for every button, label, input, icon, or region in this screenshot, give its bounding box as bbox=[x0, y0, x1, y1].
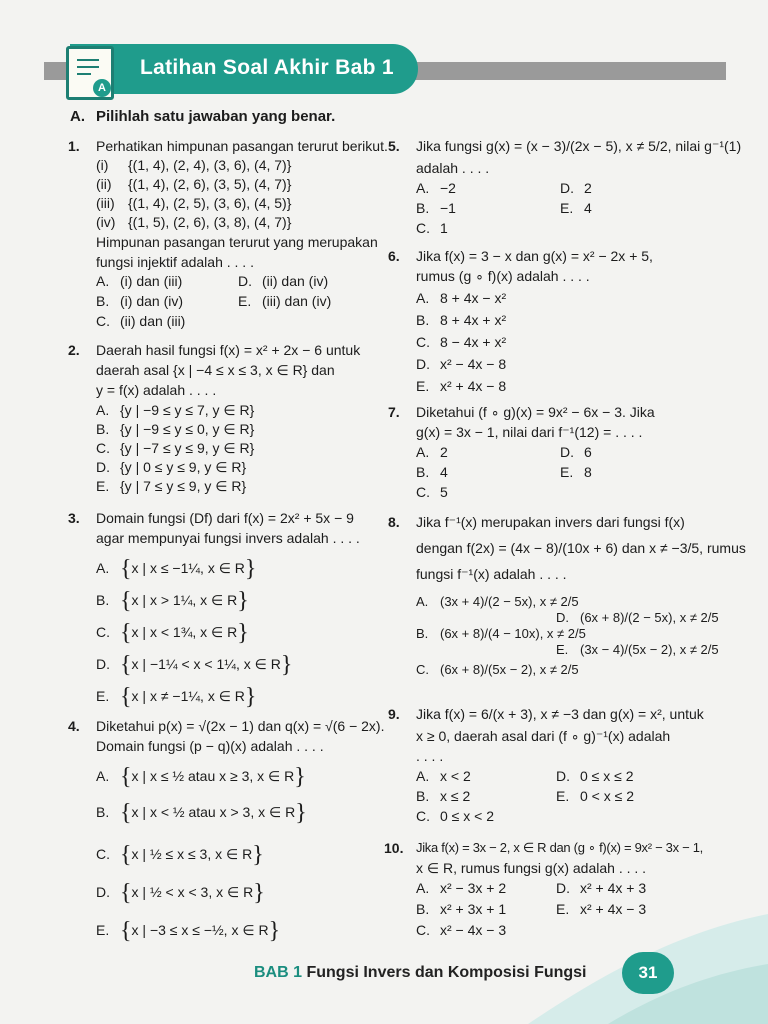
answer-option[interactable]: A. {x | x ≤ −1¼, x ∈ R} bbox=[96, 556, 257, 582]
set-item: (iv) {(1, 5), (2, 6), (3, 8), (4, 7)} bbox=[96, 214, 292, 230]
question-text: Jika f⁻¹(x) merupakan invers dari fungsi f(x) bbox=[416, 514, 685, 530]
question-text: fungsi injektif adalah . . . . bbox=[96, 254, 254, 270]
question-text: g(x) = 3x − 1, nilai dari f⁻¹(12) = . . . . bbox=[416, 424, 643, 440]
answer-option[interactable]: E. {y | 7 ≤ y ≤ 9, y ∈ R} bbox=[96, 478, 247, 494]
question-text: x ∈ R, rumus fungsi g(x) adalah . . . . bbox=[416, 860, 647, 876]
answer-option[interactable]: C. 1 bbox=[416, 220, 448, 236]
question-number: 8. bbox=[388, 514, 400, 530]
answer-option[interactable]: C. 5 bbox=[416, 484, 448, 500]
question-number: 1. bbox=[68, 138, 80, 154]
answer-option[interactable]: E. 4 bbox=[560, 200, 592, 216]
set-item: (ii) {(1, 4), (2, 6), (3, 5), (4, 7)} bbox=[96, 176, 292, 192]
answer-option[interactable]: A. (3x + 4)/(2 − 5x), x ≠ 2/5 bbox=[416, 594, 579, 609]
answer-option[interactable]: D. 2 bbox=[560, 180, 592, 196]
answer-option[interactable]: B. (i) dan (iv) bbox=[96, 293, 184, 309]
question-stem: Perhatikan himpunan pasangan terurut berikut. bbox=[96, 138, 388, 154]
answer-option[interactable]: D. (ii) dan (iv) bbox=[238, 273, 329, 289]
answer-option[interactable]: C. (ii) dan (iii) bbox=[96, 313, 186, 329]
question-number: 3. bbox=[68, 510, 80, 526]
answer-option[interactable]: B. 8 + 4x + x² bbox=[416, 312, 507, 328]
set-item: (iii) {(1, 4), (2, 5), (3, 6), (4, 5)} bbox=[96, 195, 292, 211]
answer-option[interactable]: C. 8 − 4x + x² bbox=[416, 334, 507, 350]
question-text: dengan f(2x) = (4x − 8)/(10x + 6) dan x ≠ −3/5, rumus bbox=[416, 540, 746, 556]
corner-decoration bbox=[468, 874, 768, 1024]
answer-option[interactable]: A. x² − 3x + 2 bbox=[416, 880, 507, 896]
question-text: . . . . bbox=[416, 748, 444, 764]
question-number: 5. bbox=[388, 138, 400, 154]
section-label: A. bbox=[70, 108, 85, 125]
answer-option[interactable]: D. x² + 4x + 3 bbox=[556, 880, 647, 896]
answer-option[interactable]: B. x ≤ 2 bbox=[416, 788, 471, 804]
answer-option[interactable]: E. {x | x ≠ −1¼, x ∈ R} bbox=[96, 684, 257, 710]
answer-option[interactable]: C. {y | −7 ≤ y ≤ 9, y ∈ R} bbox=[96, 440, 255, 456]
answer-option[interactable]: C. 0 ≤ x < 2 bbox=[416, 808, 494, 824]
answer-option[interactable]: D. x² − 4x − 8 bbox=[416, 356, 507, 372]
question-text: Diketahui (f ∘ g)(x) = 9x² − 6x − 3. Jika bbox=[416, 404, 655, 420]
answer-option[interactable]: E. 8 bbox=[560, 464, 592, 480]
answer-option[interactable]: B. (6x + 8)/(4 − 10x), x ≠ 2/5 bbox=[416, 626, 586, 641]
answer-option[interactable]: E. x² + 4x − 8 bbox=[416, 378, 507, 394]
answer-option[interactable]: E. (3x − 4)/(5x − 2), x ≠ 2/5 bbox=[556, 642, 719, 657]
question-number: 10. bbox=[384, 840, 404, 856]
question-text: adalah . . . . bbox=[416, 160, 490, 176]
set-item: (i) {(1, 4), (2, 4), (3, 6), (4, 7)} bbox=[96, 157, 292, 173]
question-text: agar mempunyai fungsi invers adalah . . . . bbox=[96, 530, 360, 546]
answer-option[interactable]: C. x² − 4x − 3 bbox=[416, 922, 507, 938]
question-number: 6. bbox=[388, 248, 400, 264]
answer-option[interactable]: D. 0 ≤ x ≤ 2 bbox=[556, 768, 634, 784]
question-text: Himpunan pasangan terurut yang merupakan bbox=[96, 234, 378, 250]
answer-option[interactable]: A. x < 2 bbox=[416, 768, 471, 784]
question-text: Jika fungsi g(x) = (x − 3)/(2x − 5), x ≠ 5/2, nilai g⁻¹(1) bbox=[416, 138, 742, 154]
answer-option[interactable]: E. 0 < x ≤ 2 bbox=[556, 788, 634, 804]
question-number: 4. bbox=[68, 718, 80, 734]
question-text: Daerah hasil fungsi f(x) = x² + 2x − 6 untuk bbox=[96, 342, 361, 358]
question-text: daerah asal {x | −4 ≤ x ≤ 3, x ∈ R} dan bbox=[96, 362, 335, 378]
question-text: x ≥ 0, daerah asal dari (f ∘ g)⁻¹(x) adalah bbox=[416, 728, 671, 744]
question-text: Diketahui p(x) = √(2x − 1) dan q(x) = √(6 − 2x). bbox=[96, 718, 385, 734]
answer-option[interactable]: D. {x | ½ < x < 3, x ∈ R} bbox=[96, 880, 265, 906]
answer-option[interactable]: C. {x | ½ ≤ x ≤ 3, x ∈ R} bbox=[96, 842, 264, 868]
question-text: fungsi f⁻¹(x) adalah . . . . bbox=[416, 566, 567, 582]
answer-option[interactable]: C. {x | x < 1¾, x ∈ R} bbox=[96, 620, 249, 646]
answer-option[interactable]: A. {y | −9 ≤ y ≤ 7, y ∈ R} bbox=[96, 402, 255, 418]
question-text: y = f(x) adalah . . . . bbox=[96, 382, 217, 398]
answer-option[interactable]: E. x² + 4x − 3 bbox=[556, 901, 647, 917]
answer-option[interactable]: D. {y | 0 ≤ y ≤ 9, y ∈ R} bbox=[96, 459, 247, 475]
answer-option[interactable]: A. (i) dan (iii) bbox=[96, 273, 183, 289]
section-title: Pilihlah satu jawaban yang benar. bbox=[96, 108, 336, 125]
question-text: Jika f(x) = 3 − x dan g(x) = x² − 2x + 5, bbox=[416, 248, 653, 264]
answer-option[interactable]: E. (iii) dan (iv) bbox=[238, 293, 332, 309]
page-number: 31 bbox=[622, 952, 674, 994]
answer-option[interactable]: C. (6x + 8)/(5x − 2), x ≠ 2/5 bbox=[416, 662, 579, 677]
question-text: rumus (g ∘ f)(x) adalah . . . . bbox=[416, 268, 590, 284]
answer-option[interactable]: B. 4 bbox=[416, 464, 448, 480]
question-text: Jika f(x) = 3x − 2, x ∈ R dan (g ∘ f)(x) = 9x² − 3x − 1, bbox=[416, 840, 703, 855]
question-text: Domain fungsi (Df) dari f(x) = 2x² + 5x − 9 bbox=[96, 510, 354, 526]
answer-option[interactable]: A. 8 + 4x − x² bbox=[416, 290, 507, 306]
exercise-badge: A bbox=[93, 79, 111, 97]
page-title: Latihan Soal Akhir Bab 1 bbox=[140, 56, 394, 79]
answer-option[interactable]: A. 2 bbox=[416, 444, 448, 460]
question-text: Domain fungsi (p − q)(x) adalah . . . . bbox=[96, 738, 324, 754]
answer-option[interactable]: D. 6 bbox=[560, 444, 592, 460]
question-number: 7. bbox=[388, 404, 400, 420]
answer-option[interactable]: A. −2 bbox=[416, 180, 456, 196]
answer-option[interactable]: B. x² + 3x + 1 bbox=[416, 901, 507, 917]
answer-option[interactable]: B. {y | −9 ≤ y ≤ 0, y ∈ R} bbox=[96, 421, 255, 437]
answer-option[interactable]: B. −1 bbox=[416, 200, 456, 216]
answer-option[interactable]: B. {x | x < ½ atau x > 3, x ∈ R} bbox=[96, 800, 307, 826]
question-number: 2. bbox=[68, 342, 80, 358]
answer-option[interactable]: D. {x | −1¼ < x < 1¼, x ∈ R} bbox=[96, 652, 293, 678]
question-text: Jika f(x) = 6/(x + 3), x ≠ −3 dan g(x) = x², untuk bbox=[416, 706, 704, 722]
answer-option[interactable]: A. {x | x ≤ ½ atau x ≥ 3, x ∈ R} bbox=[96, 764, 306, 790]
footer-chapter-title: BAB 1 Fungsi Invers dan Komposisi Fungsi bbox=[254, 964, 587, 981]
answer-option[interactable]: E. {x | −3 ≤ x ≤ −½, x ∈ R} bbox=[96, 918, 281, 944]
question-number: 9. bbox=[388, 706, 400, 722]
answer-option[interactable]: B. {x | x > 1¼, x ∈ R} bbox=[96, 588, 249, 614]
answer-option[interactable]: D. (6x + 8)/(2 − 5x), x ≠ 2/5 bbox=[556, 610, 719, 625]
exercise-icon bbox=[66, 46, 114, 100]
